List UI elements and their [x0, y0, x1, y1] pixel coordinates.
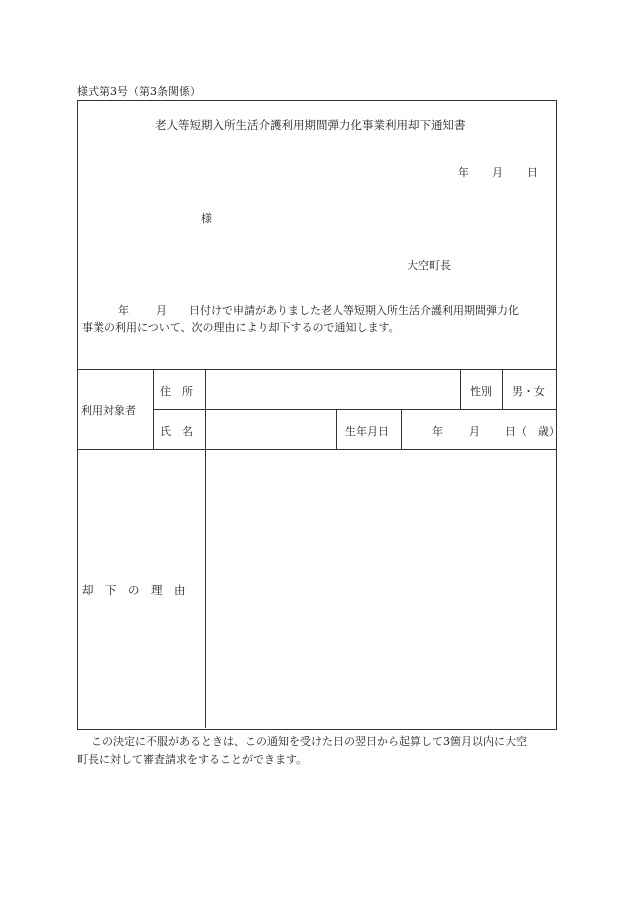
- dob-label: 生年月日: [345, 425, 389, 438]
- body-line2: 事業の利用について、次の理由により却下するので通知します。: [82, 321, 400, 334]
- dob-divider-2: [401, 409, 402, 449]
- body-year: 年: [118, 304, 129, 317]
- gender-divider-2: [502, 369, 503, 409]
- gender-label: 性別: [470, 385, 492, 398]
- body-line1: 日付けで申請がありました老人等短期入所生活介護利用期間弾力化: [189, 304, 519, 317]
- footer-line1: この決定に不服があるときは、この通知を受けた日の翌日から起算して3箇月以内に大空: [91, 735, 527, 748]
- dob-divider-1: [336, 409, 337, 449]
- address-label: 住 所: [160, 385, 193, 398]
- addressee-suffix: 様: [201, 212, 212, 225]
- reason-field[interactable]: [206, 450, 555, 727]
- date-month: 月: [492, 166, 503, 179]
- dob-month: 月: [469, 425, 480, 438]
- reason-label: 却 下 の 理 由: [82, 583, 186, 597]
- gender-divider-1: [460, 369, 461, 409]
- subject-divider: [153, 369, 154, 450]
- issuer: 大空町長: [407, 259, 451, 272]
- dob-year: 年: [432, 425, 443, 438]
- form-number: 様式第3号（第3条関係）: [77, 85, 201, 98]
- date-year: 年: [458, 166, 469, 179]
- body-month: 月: [156, 304, 167, 317]
- name-field[interactable]: [206, 410, 335, 448]
- address-field[interactable]: [206, 370, 459, 408]
- footer-line2: 町長に対して審査請求をすることができます。: [77, 753, 308, 766]
- dob-day-age: 日（ 歳）: [505, 425, 560, 438]
- name-label: 氏 名: [160, 425, 193, 438]
- subject-label: 利用対象者: [81, 404, 136, 417]
- date-day: 日: [527, 166, 538, 179]
- document-title: 老人等短期入所生活介護利用期間弾力化事業利用却下通知書: [155, 118, 466, 132]
- gender-options[interactable]: 男・女: [512, 385, 545, 398]
